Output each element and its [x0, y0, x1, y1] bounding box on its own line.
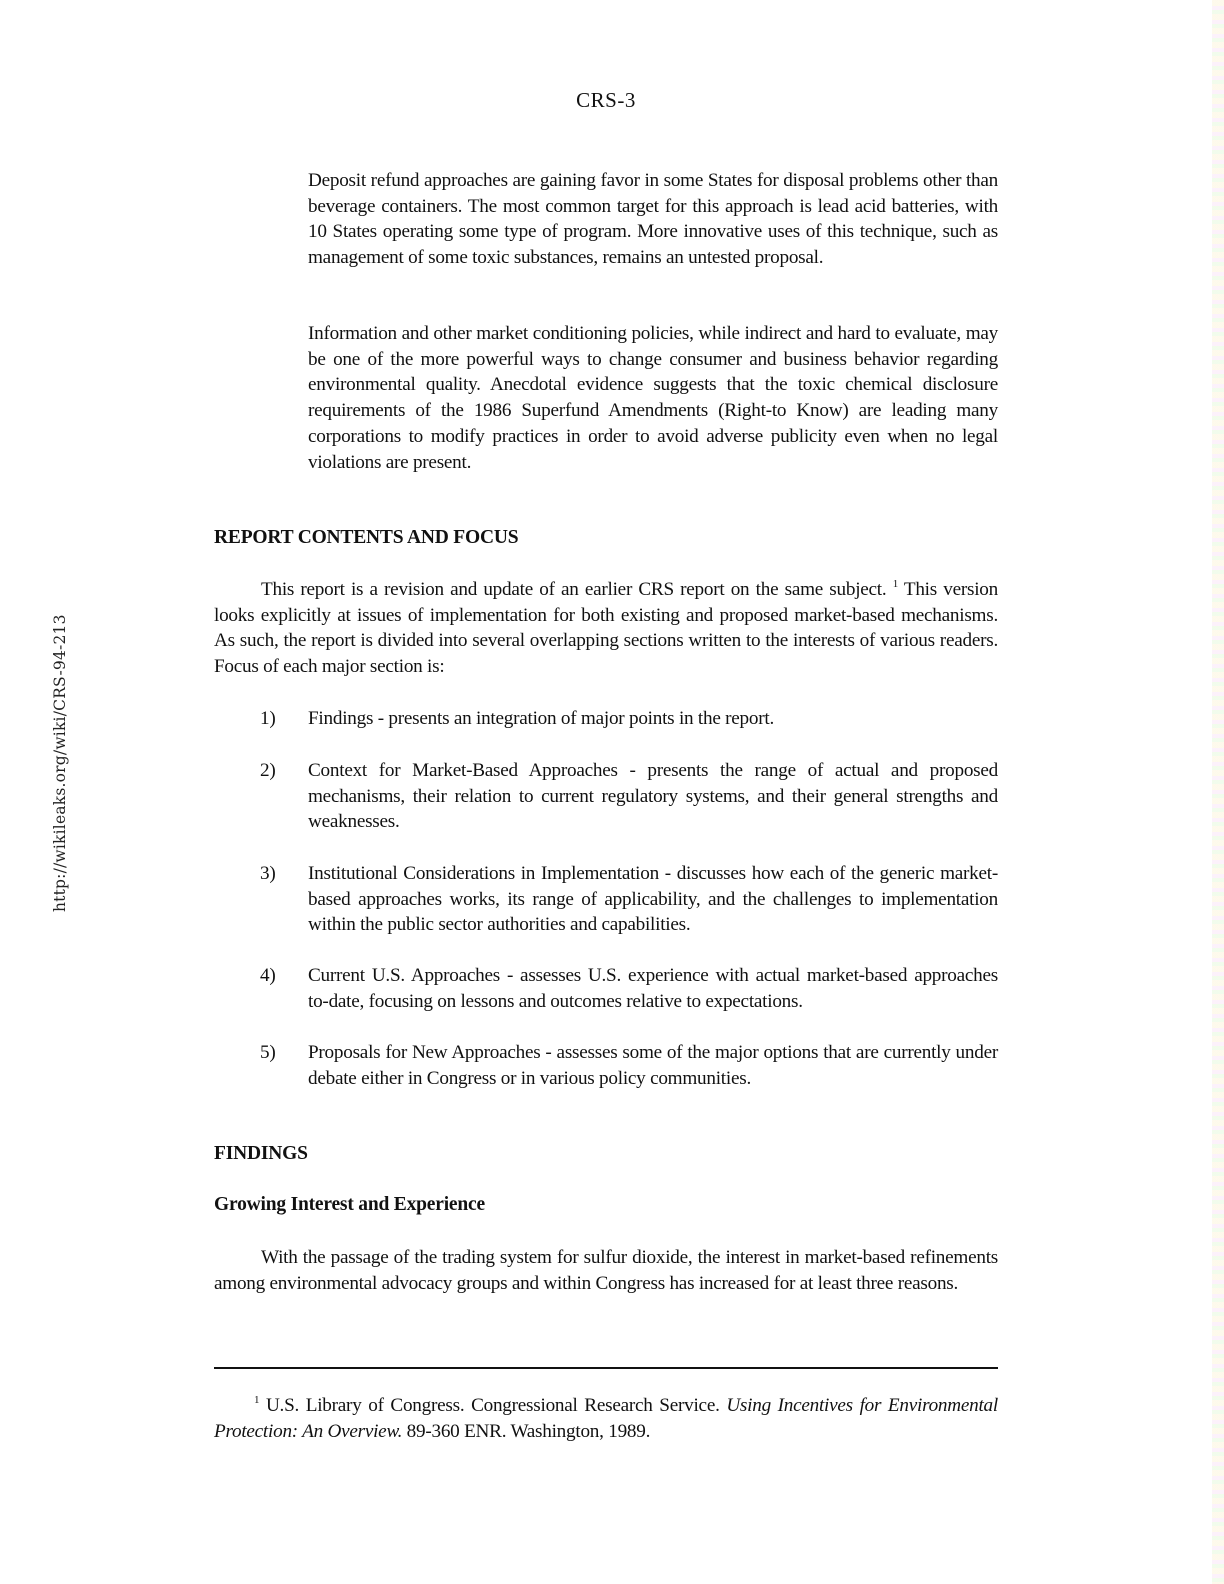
list-text: Proposals for New Approaches - assesses some of the major options that are currently under debate either in Congress or in various policy communities. [308, 1042, 998, 1089]
footnote-reference[interactable]: 1 [892, 578, 898, 590]
footnote-title: Using Incentives for Environmental Protection: An Overview. [214, 1395, 998, 1442]
list-number: 1) [260, 708, 276, 729]
footnote-tail: 89-360 ENR. Washington, 1989. [402, 1420, 651, 1442]
information-policies-paragraph: Information and other market conditioning policies, while indirect and hard to evaluate, may be one of the more powerful ways to change consumer and business behavior regarding environmental quality. Anecdotal evidence suggests that the toxic chemical disclosure requirements of the 1986 Superfund Amendments (Right-to Know) are leading many corporations to modify practices in order to avoid adverse publicity even when no legal violations are present. [308, 323, 998, 473]
report-contents-paragraph [214, 577, 998, 680]
list-text: Current U.S. Approaches - assesses U.S. experience with actual market-based approaches to-date, focusing on lessons and outcomes relative to expectations. [308, 965, 998, 1012]
list-number: 4) [260, 965, 276, 986]
footnote-marker: 1 [254, 1394, 260, 1406]
section-heading-report-contents: REPORT CONTENTS AND FOCUS [214, 527, 519, 548]
list-text: Findings - presents an integration of major points in the report. [308, 708, 775, 729]
list-number: 3) [260, 863, 276, 884]
footnote-text: U.S. Library of Congress. Congressional Research Service. [259, 1395, 727, 1416]
footnote [214, 1393, 998, 1444]
report-contents-text-2: This version looks explicitly at issues of implementation for both existing and proposed market-based mechanisms. As such, the report is divided into several overlapping sections written to the interests of various readers. Focus of each major section is: [214, 579, 998, 678]
findings-paragraph: With the passage of the trading system for sulfur dioxide, the interest in market-based refinements among environmental advocacy groups and within Congress has increased for at least three reasons. [214, 1247, 998, 1294]
list-number: 2) [260, 760, 276, 781]
list-number: 5) [260, 1042, 276, 1063]
list-text: Context for Market-Based Approaches - presents the range of actual and proposed mechanisms, their relation to current regulatory systems, and their general strengths and weaknesses. [308, 760, 998, 833]
footnote-separator [214, 1367, 998, 1369]
side-watermark-url: http://wikileaks.org/wiki/CRS-94-213 [51, 614, 69, 912]
page-edge-artifact [1212, 0, 1224, 1584]
report-contents-text-1: This report is a revision and update of an earlier CRS report on the same subject. [261, 579, 887, 600]
section-heading-findings: FINDINGS [214, 1143, 308, 1164]
page-number-header: CRS-3 [576, 88, 636, 112]
list-text: Institutional Considerations in Implementation - discusses how each of the generic market-based approaches works, its range of applicability, and the challenges to implementation within the public sector authorities and capabilities. [308, 863, 998, 936]
deposit-refund-paragraph: Deposit refund approaches are gaining favor in some States for disposal problems other than beverage containers. The most common target for this approach is lead acid batteries, with 10 States operating some type of program. More innovative uses of this technique, such as management of some toxic substances, remains an untested proposal. [308, 170, 998, 269]
subheading-growing-interest: Growing Interest and Experience [214, 1194, 485, 1215]
